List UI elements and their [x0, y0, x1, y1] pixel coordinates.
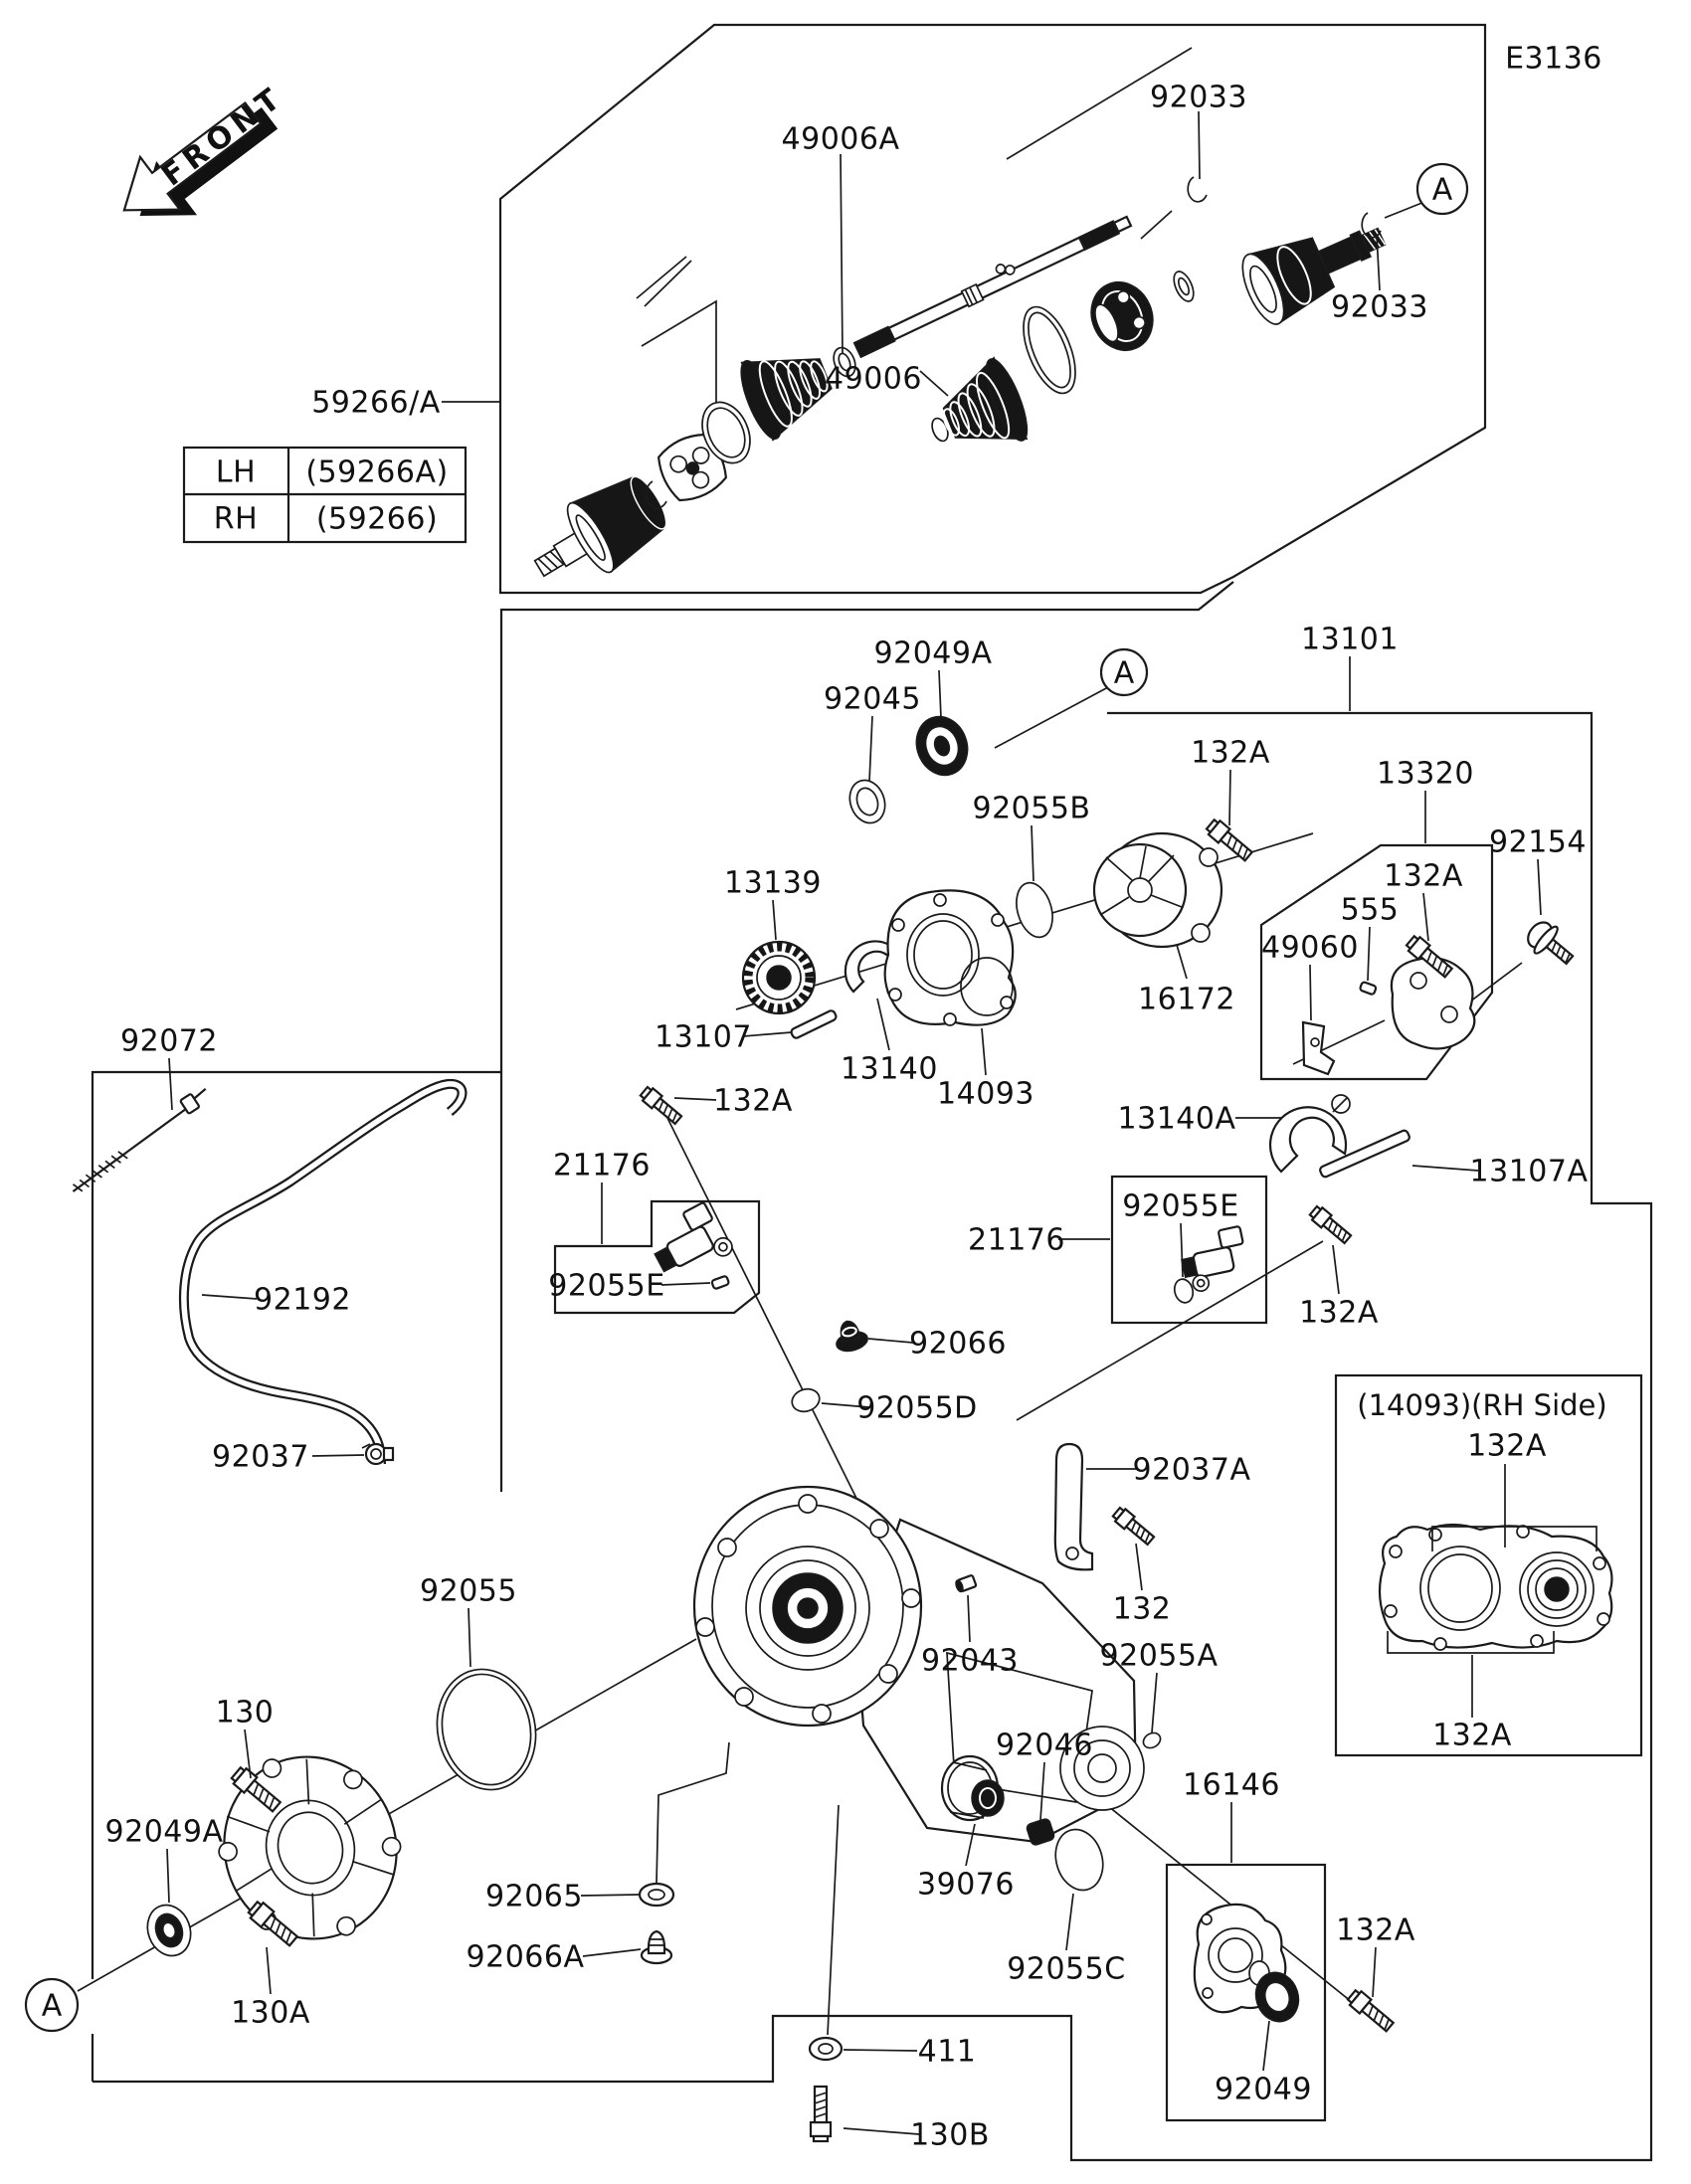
label-92033-top: 92033 [1150, 80, 1247, 115]
label-13140: 13140 [841, 1051, 938, 1087]
label-92037a: 92037A [1132, 1452, 1251, 1488]
label-92046: 92046 [996, 1728, 1093, 1763]
label-92055: 92055 [420, 1573, 517, 1609]
label-92055a: 92055A [1099, 1638, 1219, 1674]
label-13139: 13139 [724, 865, 822, 901]
label-49006: 49006 [825, 361, 922, 397]
circlip-92033-shaft [1188, 177, 1207, 202]
detail-marker-a-mid-text: A [1113, 655, 1135, 691]
label-92033-right: 92033 [1331, 289, 1428, 325]
table-cell-lh-part: (59266A) [305, 455, 449, 490]
diagram-code: E3136 [1505, 41, 1602, 77]
label-92065: 92065 [485, 1879, 583, 1914]
detail-marker-a-top-text: A [1431, 172, 1453, 208]
label-92055e-left: 92055E [548, 1268, 665, 1304]
label-21176-left: 21176 [553, 1148, 651, 1183]
label-13101: 13101 [1301, 622, 1399, 657]
label-130: 130 [215, 1695, 275, 1730]
group-rh-inset [1380, 1525, 1611, 1653]
label-92055e-right: 92055E [1122, 1188, 1239, 1224]
label-132a-sensor-left: 132A [713, 1083, 793, 1119]
label-92049a-lower: 92049A [104, 1814, 224, 1850]
label-92066: 92066 [909, 1326, 1007, 1362]
label-132a-inset-top: 132A [1467, 1428, 1547, 1464]
oring-92055e-right [1172, 1277, 1196, 1305]
label-132: 132 [1112, 1591, 1172, 1627]
label-132a-gear: 132A [1191, 735, 1270, 771]
pin-92055e-left [711, 1276, 729, 1290]
clamp-92037 [362, 1444, 393, 1464]
label-132a-inset-bottom: 132A [1432, 1718, 1512, 1753]
screw-92154 [1521, 916, 1580, 974]
cv-joint-outer [519, 463, 677, 603]
bolt-132a-sensor-left [639, 1085, 683, 1126]
oil-seal-92049a-upper [908, 709, 976, 782]
washer-small-right [1170, 269, 1198, 304]
label-92037: 92037 [212, 1439, 309, 1475]
plug-92066a [642, 1931, 671, 1963]
rod-13107 [790, 1009, 838, 1039]
label-92055b: 92055B [972, 791, 1091, 826]
detail-marker-a-bottom-text: A [41, 1988, 63, 2024]
label-130a: 130A [231, 1995, 310, 2031]
bolt-132a-sensor-right [1308, 1204, 1353, 1245]
pawl-49060 [1303, 1022, 1334, 1074]
label-130b: 130B [910, 2117, 990, 2153]
label-555: 555 [1340, 892, 1400, 928]
label-92192: 92192 [254, 1282, 351, 1318]
washer-92065 [640, 1884, 673, 1906]
label-92072: 92072 [120, 1023, 218, 1059]
label-13107: 13107 [655, 1019, 752, 1055]
table-cell-rh-part: (59266) [315, 501, 439, 537]
oring-92055a [1141, 1729, 1164, 1750]
label-21176-right: 21176 [968, 1222, 1065, 1258]
label-49060: 49060 [1261, 930, 1359, 966]
bolt-132 [1111, 1506, 1156, 1547]
label-92045: 92045 [824, 681, 921, 717]
bolt-130b [811, 2087, 831, 2141]
label-411: 411 [917, 2034, 977, 2070]
group-gearcase-parts [140, 1085, 1396, 2141]
label-14093: 14093 [937, 1076, 1034, 1112]
label-92055c: 92055C [1007, 1951, 1126, 1987]
pin-555 [1360, 982, 1377, 996]
label-59266: 59266/A [311, 385, 441, 421]
label-92049: 92049 [1215, 2072, 1312, 2107]
front-arrow-text: FRONT [155, 79, 291, 194]
group-driveshaft-parts [519, 177, 1398, 603]
label-92055d: 92055D [856, 1390, 978, 1426]
label-13107a: 13107A [1469, 1154, 1589, 1189]
label-132a-sensor-right: 132A [1299, 1295, 1379, 1331]
label-16172: 16172 [1138, 982, 1235, 1017]
gear-13139 [743, 942, 815, 1013]
cable-tie-92072 [64, 1085, 216, 1195]
label-92066a: 92066A [466, 1939, 585, 1975]
detail-marker-a-bottom [26, 1979, 78, 2031]
label-92049a-upper: 92049A [873, 636, 993, 671]
label-16146: 16146 [1183, 1767, 1280, 1803]
cv-boot-right [929, 354, 1034, 464]
seal-92045 [845, 776, 891, 828]
table-cell-rh: RH [213, 501, 259, 537]
cover-plate-14093 [885, 890, 1016, 1025]
drive-shaft [850, 207, 1133, 358]
front-direction-arrow [104, 67, 308, 248]
label-39076: 39076 [917, 1867, 1015, 1903]
plug-92066 [832, 1317, 870, 1354]
bearing-cover-front [196, 1729, 422, 1965]
oring-92055d [789, 1385, 822, 1415]
label-13140a: 13140A [1117, 1101, 1236, 1137]
label-132a-bottom: 132A [1336, 1912, 1415, 1948]
variant-table [184, 448, 466, 542]
breather-hose-92192 [184, 1084, 463, 1464]
label-92043: 92043 [921, 1643, 1019, 1679]
oring-92055c [1048, 1824, 1109, 1896]
label-92154: 92154 [1489, 824, 1587, 860]
oring-92055 [426, 1660, 546, 1799]
oring-92055b [1011, 878, 1058, 941]
detail-marker-a-top [1417, 164, 1467, 214]
bolt-132a-bottom [1346, 1988, 1396, 2034]
oil-seal-92049a-lower [140, 1899, 197, 1961]
inset-title: (14093)(RH Side) [1357, 1388, 1607, 1423]
label-132a-cam: 132A [1384, 858, 1463, 894]
label-49006a: 49006A [781, 121, 900, 157]
boot-band-right [1013, 299, 1085, 400]
actuator-16172 [1094, 833, 1221, 947]
label-13320: 13320 [1377, 756, 1474, 792]
spider-hex-joint [1080, 273, 1163, 360]
washer-411 [810, 2038, 842, 2060]
detail-marker-a-mid [1101, 649, 1147, 695]
table-cell-lh: LH [215, 455, 257, 490]
group-breather-parts [64, 1084, 463, 1464]
strap-92037a [1055, 1444, 1092, 1569]
